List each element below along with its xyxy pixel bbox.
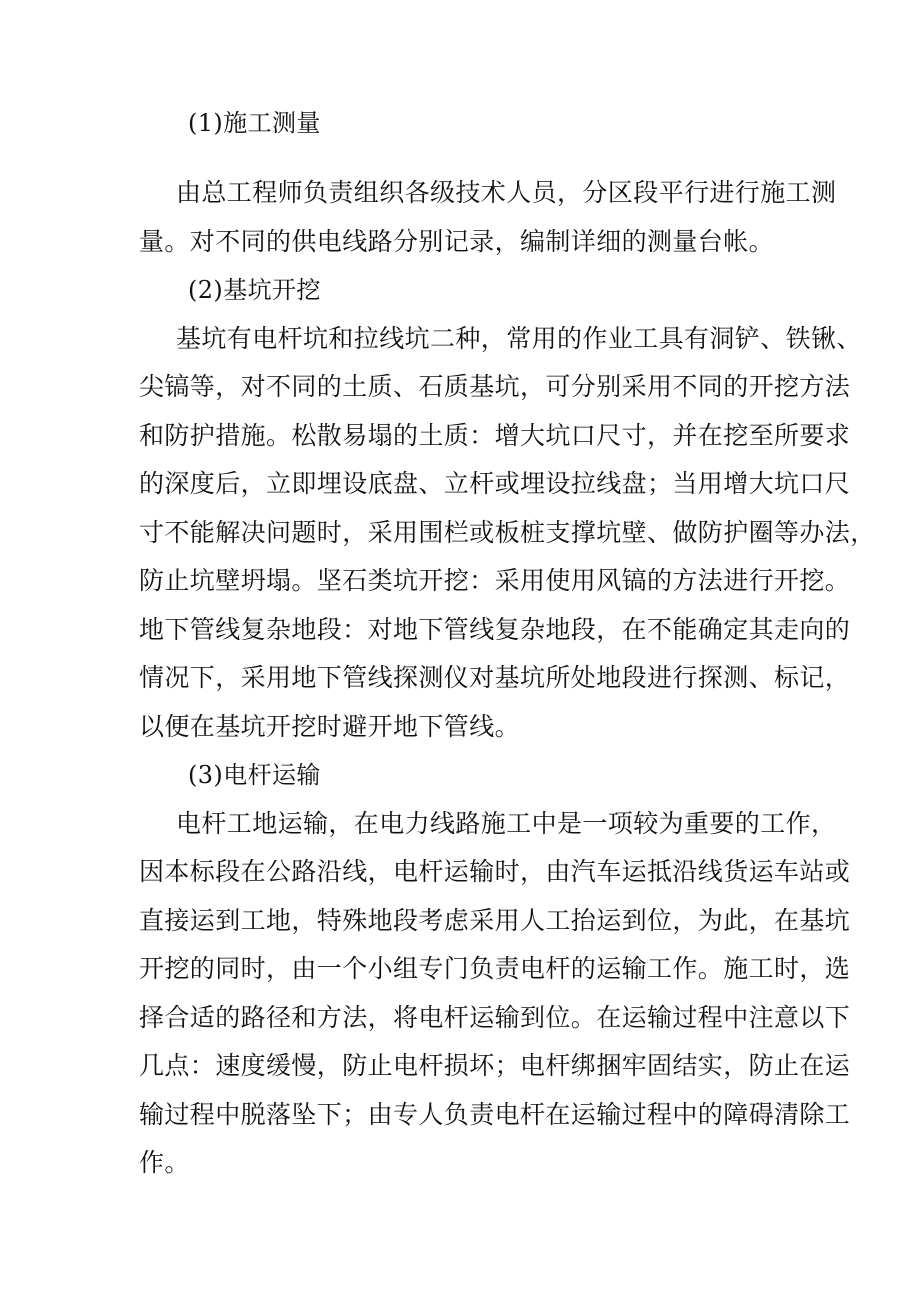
paragraph-line: 由总工程师负责组织各级技术人员，分区段平行进行施工测 [176, 178, 837, 207]
paragraph-line: 开挖的同时，由一个小组专门负责电杆的运输工作。施工时，选 [139, 954, 851, 983]
paragraph-line: 情况下，采用地下管线探测仪对基坑所处地段进行探测、标记， [139, 663, 851, 692]
paragraph-line: 基坑有电杆坑和拉线坑二种，常用的作业工具有洞铲、铁锹、 [176, 324, 862, 353]
paragraph-line: 输过程中脱落坠下；由专人负责电杆在运输过程中的障碍清除工 [139, 1100, 851, 1129]
paragraph-line: 的深度后，立即埋设底盘、立杆或埋设拉线盘；当用增大坑口尺 [139, 469, 851, 498]
paragraph-line: 择合适的路径和方法，将电杆运输到位。在运输过程中注意以下 [139, 1003, 851, 1032]
paragraph-line: 以便在基坑开挖时避开地下管线。 [139, 712, 521, 741]
paragraph-line: 量。对不同的供电线路分别记录，编制详细的测量台帐。 [139, 227, 775, 256]
paragraph-line: 和防护措施。松散易塌的土质：增大坑口尺寸，并在挖至所要求 [139, 421, 851, 450]
paragraph-line: 因本标段在公路沿线，电杆运输时，由汽车运抵沿线货运车站或 [139, 857, 851, 886]
paragraph-line: 几点：速度缓慢，防止电杆损坏；电杆绑捆牢固结实，防止在运 [139, 1051, 851, 1080]
section-heading-survey: (1)施工测量 [188, 109, 321, 137]
section-heading-pole-transport: (3)电杆运输 [188, 761, 321, 789]
paragraph-line: 防止坑壁坍塌。坚石类坑开挖：采用使用风镐的方法进行开挖。 [139, 566, 851, 595]
paragraph-line: 地下管线复杂地段：对地下管线复杂地段，在不能确定其走向的 [139, 615, 851, 644]
paragraph-line: 尖镐等，对不同的土质、石质基坑，可分别采用不同的开挖方法 [139, 372, 851, 401]
paragraph-line: 电杆工地运输，在电力线路施工中是一项较为重要的工作， [176, 809, 837, 838]
paragraph-line: 作。 [139, 1148, 190, 1177]
paragraph-line: 寸不能解决问题时，采用围栏或板桩支撑坑壁、做防护圈等办法， [139, 518, 876, 547]
paragraph-line: 直接运到工地，特殊地段考虑采用人工抬运到位，为此，在基坑 [139, 906, 851, 935]
section-heading-excavation: (2)基坑开挖 [188, 276, 321, 304]
